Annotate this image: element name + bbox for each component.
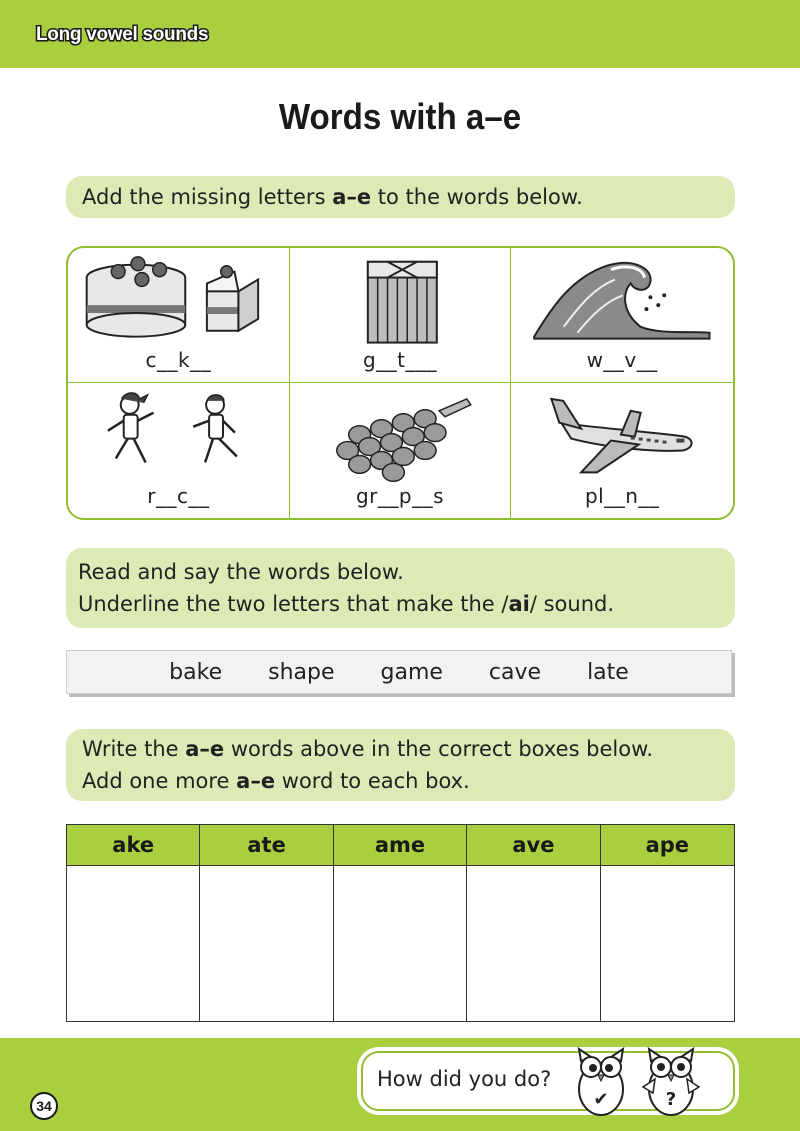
self-assessment-prompt: How did you do?: [377, 1067, 552, 1091]
column-header: ame: [334, 825, 467, 866]
instruction-bold: a–e: [236, 769, 276, 793]
instruction-text: word to each box.: [275, 769, 470, 793]
picture-cell-race: [68, 383, 290, 518]
instruction-line: [78, 588, 719, 620]
answer-box-ame[interactable]: [334, 866, 467, 1021]
page-number: 34: [30, 1092, 58, 1120]
instruction-line: [82, 765, 719, 797]
word-blank[interactable]: r__c__: [147, 484, 210, 508]
word-sort-table: [66, 824, 735, 1022]
word-item[interactable]: cave: [488, 659, 542, 685]
instruction-line: [82, 733, 719, 765]
word-blank[interactable]: pl__n__: [584, 484, 660, 508]
instruction-text: / sound.: [529, 592, 615, 616]
word-item[interactable]: shape: [268, 659, 335, 685]
picture-word-grid: [66, 246, 735, 520]
instruction-text: to the words below.: [371, 185, 583, 209]
self-assessment-box: [361, 1051, 735, 1111]
answer-box-ape[interactable]: [601, 866, 734, 1021]
section-label: Long vowel sounds: [36, 24, 209, 45]
instruction-read-underline: [66, 548, 735, 628]
owl-tick-mark: ✔: [593, 1089, 609, 1110]
owl-tick-icon[interactable]: [571, 1043, 631, 1119]
word-blank[interactable]: c__k__: [145, 348, 212, 372]
answer-box-ake[interactable]: [67, 866, 200, 1021]
picture-cell-cake: [68, 248, 290, 383]
instruction-line: Read and say the words below.: [78, 560, 404, 584]
picture-cell-gate: [290, 248, 512, 383]
answer-box-ave[interactable]: [467, 866, 600, 1021]
owl-question-icon[interactable]: [641, 1043, 701, 1119]
word-item[interactable]: bake: [169, 659, 223, 685]
instruction-text: Add the missing letters: [82, 185, 333, 209]
picture-cell-wave: [511, 248, 733, 383]
instruction-bold: a–e: [332, 185, 372, 209]
word-item[interactable]: late: [587, 659, 629, 685]
picture-cell-plane: [511, 383, 733, 518]
instruction-sort-words: [66, 729, 735, 801]
picture-cell-grapes: [290, 383, 512, 518]
instruction-text: Write the: [82, 737, 186, 761]
word-list-strip: [66, 650, 732, 694]
word-blank[interactable]: gr__p__s: [355, 484, 445, 508]
column-header: ave: [467, 825, 600, 866]
page-title: Words with a–e: [278, 96, 522, 137]
column-header: ake: [67, 825, 200, 866]
owl-question-mark: ?: [665, 1089, 677, 1110]
word-blank[interactable]: g__t___: [362, 348, 438, 372]
column-header: ate: [200, 825, 333, 866]
instruction-text: words above in the correct boxes below.: [224, 737, 654, 761]
instruction-missing-letters: [66, 176, 735, 218]
word-blank[interactable]: w__v__: [586, 348, 658, 372]
answer-box-ate[interactable]: [200, 866, 333, 1021]
instruction-bold: ai: [508, 592, 530, 616]
instruction-text: Add one more: [82, 769, 237, 793]
instruction-bold: a–e: [185, 737, 225, 761]
instruction-text: Underline the two letters that make the /: [78, 592, 509, 616]
word-item[interactable]: game: [380, 659, 443, 685]
column-header: ape: [601, 825, 734, 866]
